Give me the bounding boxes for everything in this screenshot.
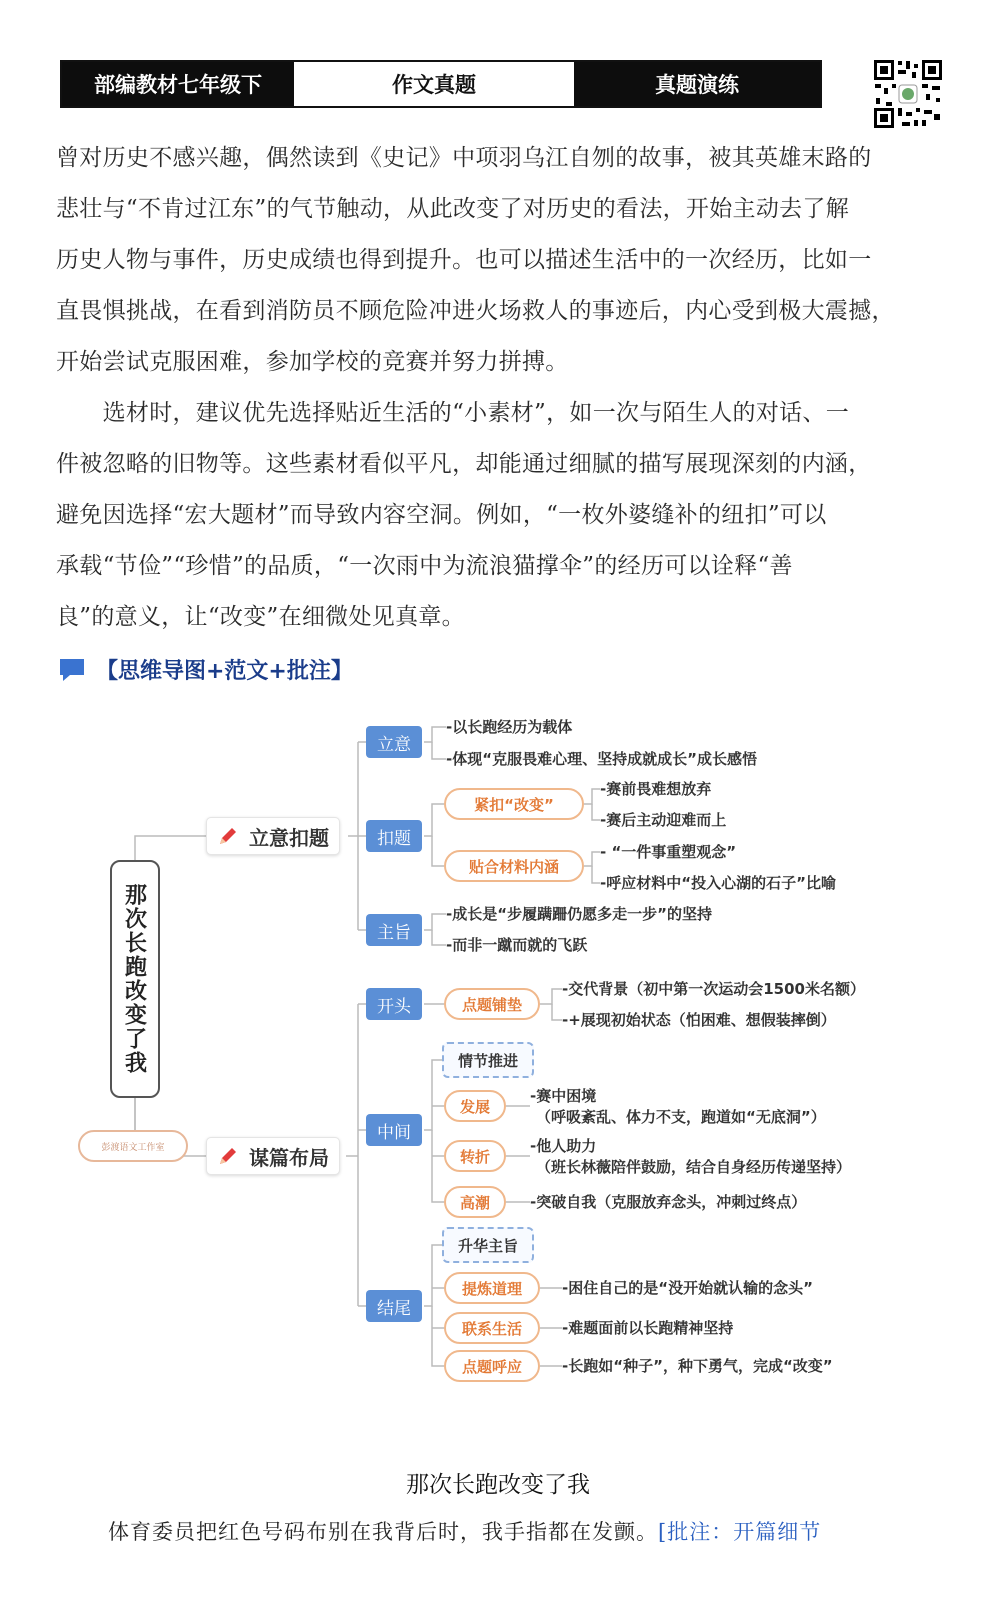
branch-label: 立意扣题 [249, 825, 329, 850]
node-kaitou: 开头 [366, 988, 422, 1020]
body-line: 历史人物与事件，历史成绩也得到提升。也可以描述生活中的一次经历，比如一 [56, 247, 872, 273]
body-line: 直畏惧挑战，在看到消防员不顾危险冲进火场救人的事迹后，内心受到极大震撼， [56, 298, 895, 324]
leaf: -体现“克服畏难心理、坚持成就成长”成长感悟 [446, 750, 757, 768]
leaf: -赛后主动迎难而上 [600, 811, 727, 829]
branch-liyi-kouti [206, 817, 340, 855]
node-koti: 扣题 [366, 820, 422, 852]
leaf: -而非一蹴而就的飞跃 [446, 936, 588, 954]
essay-annotation: [批注：开篇细节 [658, 1520, 822, 1544]
leaf: -突破自我（克服放弃念头，冲刺过终点） [530, 1193, 807, 1211]
header-tab-essay: 作文真题 [294, 62, 574, 106]
node-zhuanzhe: 转折 [444, 1140, 506, 1172]
body-line: 曾对历史不感兴趣，偶然读到《史记》中项羽乌江自刎的故事，被其英雄末路的 [56, 145, 872, 171]
node-zhongjian: 中间 [366, 1114, 422, 1146]
pencil-icon [217, 825, 239, 847]
node-fazhan: 发展 [444, 1090, 506, 1122]
node-jiewei: 结尾 [366, 1290, 422, 1322]
node-dianti-huying: 点题呼应 [444, 1350, 540, 1382]
leaf: -成长是“步履蹒跚仍愿多走一步”的坚持 [446, 905, 712, 923]
node-liyi: 立意 [366, 726, 422, 758]
node-jinkou-gaibian: 紧扣“改变” [444, 788, 584, 820]
leaf: -以长跑经历为载体 [446, 718, 573, 736]
body-line: 悲壮与“不肯过江东”的气节触动，从此改变了对历史的看法，开始主动去了解 [56, 196, 850, 222]
leaf: -难题面前以长跑精神坚持 [562, 1319, 734, 1337]
leaf: -长跑如“种子”，种下勇气，完成“改变” [562, 1357, 833, 1375]
leaf: （班长林薇陪伴鼓励，结合自身经历传递坚持） [536, 1158, 852, 1176]
branch-moupian-buju [206, 1137, 340, 1175]
section-tag: 【思维导图+范文+批注】 [96, 659, 353, 684]
essay-title: 那次长跑改变了我 [406, 1472, 590, 1498]
leaf: -困住自己的是“没开始就认输的念头” [562, 1279, 813, 1297]
body-line: 良”的意义，让“改变”在细微处见真章。 [56, 604, 465, 630]
leaf: -赛中困境 [530, 1087, 597, 1105]
node-tiehe-cailiao: 贴合材料内涵 [444, 850, 584, 882]
branch-label: 谋篇布局 [249, 1145, 329, 1170]
leaf: - “一件事重塑观念” [600, 843, 737, 861]
header-tab-textbook: 部编教材七年级下 [62, 62, 294, 106]
leaf: -赛前畏难想放弃 [600, 780, 712, 798]
leaf: -交代背景（初中第一次运动会1500米名额） [562, 980, 865, 998]
leaf: （呼吸紊乱、体力不支，跑道如“无底洞”） [536, 1108, 826, 1126]
node-qingjie-tuijin: 情节推进 [442, 1042, 534, 1078]
body-line: 件被忽略的旧物等。这些素材看似平凡，却能通过细腻的描写展现深刻的内涵， [56, 451, 872, 477]
node-zhuzhi: 主旨 [366, 914, 422, 946]
leaf: -他人助力 [530, 1137, 597, 1155]
header-tab-practice: 真题演练 [574, 62, 820, 106]
essay-first-line [108, 1516, 821, 1546]
body-line: 开始尝试克服困难，参加学校的竞赛并努力拼搏。 [56, 349, 569, 375]
node-tilian-daoli: 提炼道理 [444, 1272, 540, 1304]
body-line: 避免因选择“宏大题材”而导致内容空洞。例如，“一枚外婆缝补的纽扣”可以 [56, 502, 827, 528]
body-line: 选材时，建议优先选择贴近生活的“小素材”，如一次与陌生人的对话、一 [56, 400, 850, 426]
leaf: -+展现初始状态（怕困难、想假装摔倒） [562, 1011, 836, 1029]
leaf: -呼应材料中“投入心湖的石子”比喻 [600, 874, 836, 892]
body-line: 承载“节俭”“珍惜”的品质，“一次雨中为流浪猫撑伞”的经历可以诠释“善 [56, 553, 793, 579]
node-lianxi-shenghuo: 联系生活 [444, 1312, 540, 1344]
node-dianti-pudian: 点题铺垫 [444, 988, 540, 1020]
pencil-icon [217, 1145, 239, 1167]
mindmap-root: 那次长跑改变了我 [110, 860, 160, 1098]
essay-text: 体育委员把红色号码布别在我背后时，我手指都在发颤。 [108, 1520, 658, 1544]
node-gaochao: 高潮 [444, 1186, 506, 1218]
studio-label: 彭渡语文工作室 [78, 1130, 188, 1162]
node-shenghua-zhuzhi: 升华主旨 [442, 1227, 534, 1263]
